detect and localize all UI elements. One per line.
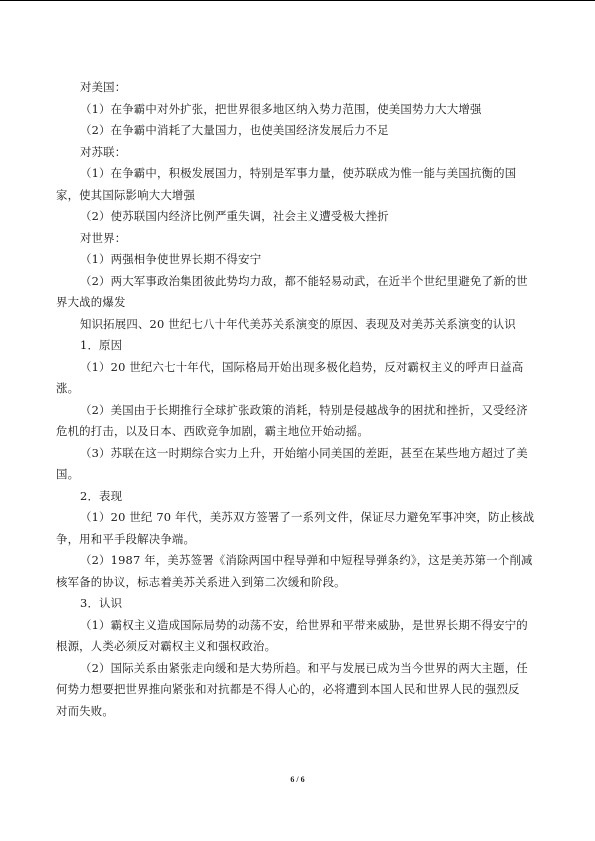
text-line: 核军备的协议，标志着美苏关系进入到第二次缓和阶段。: [56, 575, 346, 589]
text-line: （2）美国由于长期推行全球扩张政策的消耗，特别是侵越战争的困扰和挫折，又受经济: [80, 403, 528, 417]
text-line: 根源，人类必须反对霸权主义和强权政治。: [56, 639, 277, 653]
text-line: （3）苏联在这一时期综合实力上升，开始缩小同美国的差距，甚至在某些地方超过了美: [80, 446, 528, 460]
text-line: （1）在争霸中，积极发展国力，特别是军事力量，使苏联成为惟一能与美国抗衡的国: [80, 166, 517, 180]
text-line: 家，使其国际影响大大增强: [56, 188, 196, 202]
text-line: （1）20 世纪 70 年代，美苏双方签署了一系列文件，保证尽力避免军事冲突，防止核战: [80, 510, 535, 524]
text-line: （2）使苏联国内经济比例严重失调，社会主义遭受极大挫折: [80, 209, 389, 223]
text-line: （1）在争霸中对外扩张，把世界很多地区纳入势力范围，使美国势力大大增强: [80, 102, 482, 116]
text-line: （2）1987 年，美苏签署《消除两国中程导弹和中短程导弹条约》，这是美苏第一个削减: [80, 553, 533, 567]
page-number: 6 / 6: [290, 775, 305, 784]
subsection-heading: 2．表现: [80, 489, 123, 503]
text-line: （1）20 世纪六七十年代，国际格局开始出现多极化趋势，反对霸权主义的呼声日益高: [80, 360, 524, 374]
text-line: 危机的打击，以及日本、西欧竞争加剧，霸主地位开始动摇。: [56, 424, 369, 438]
text-line: （2）国际关系由紧张走向缓和是大势所趋。和平与发展已成为当今世界的两大主题，任: [80, 661, 528, 675]
text-line: 对而失败。: [56, 704, 114, 718]
text-line: （2）在争霸中消耗了大量国力，也使美国经济发展后力不足: [80, 123, 389, 137]
text-line: 何势力想要把世界推向紧张和对抗都是不得人心的，必将遭到本国人民和世界人民的强烈反: [56, 682, 520, 696]
text-line: 争，用和平手段解决争端。: [56, 532, 196, 546]
header-rule: [0, 0, 595, 1]
text-line: 对苏联：: [80, 145, 127, 159]
text-line: 国。: [56, 467, 80, 481]
text-line: 涨。: [56, 381, 80, 395]
subsection-heading: 1．原因: [80, 338, 123, 352]
text-line: （1）两强相争使世界长期不得安宁: [80, 252, 262, 266]
text-line: 对世界：: [80, 231, 127, 245]
section-heading: 知识拓展四、20 世纪七八十年代美苏关系演变的原因、表现及对美苏关系演变的认识: [80, 317, 516, 331]
text-line: 对美国：: [80, 80, 127, 94]
text-line: 界大战的爆发: [56, 295, 126, 309]
text-line: （1）霸权主义造成国际局势的动荡不安，给世界和平带来威胁，是世界长期不得安宁的: [80, 618, 528, 632]
subsection-heading: 3．认识: [80, 596, 123, 610]
text-line: （2）两大军事政治集团彼此势均力敌，都不能轻易动武，在近半个世纪里避免了新的世: [80, 274, 528, 288]
